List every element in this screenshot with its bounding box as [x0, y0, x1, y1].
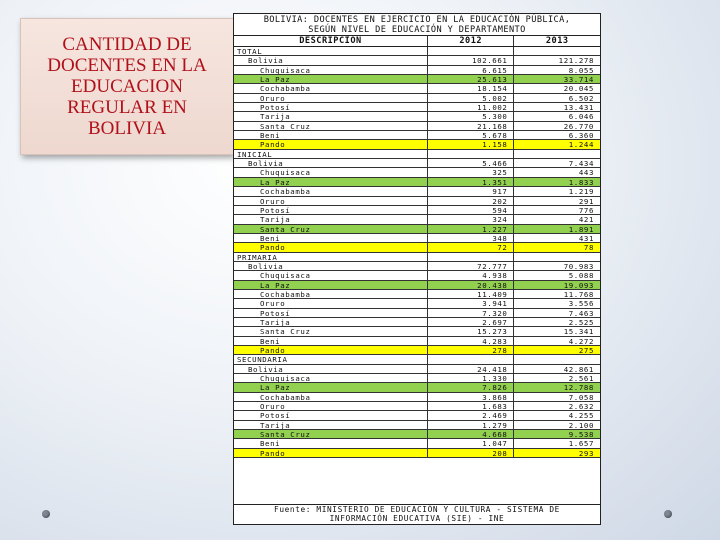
cell-2012: 278 — [427, 346, 514, 354]
table-row — [234, 215, 600, 224]
cell-2013: 1.219 — [513, 187, 600, 195]
cell-2012: 4.283 — [427, 337, 514, 345]
table-row — [234, 140, 600, 149]
cell-2012: 20.438 — [427, 281, 514, 289]
row-label: Oruro — [260, 196, 286, 205]
nav-dot-right-icon — [664, 510, 672, 518]
cell-2013 — [513, 355, 600, 363]
table-row — [234, 271, 600, 280]
cell-2013: 1.244 — [513, 140, 600, 148]
row-label: Bolivia — [248, 56, 284, 65]
cell-2012: 3.868 — [427, 393, 514, 401]
cell-2012: 2.469 — [427, 411, 514, 419]
cell-2012: 11.409 — [427, 290, 514, 298]
cell-2013: 275 — [513, 346, 600, 354]
nav-dot-left-icon — [42, 510, 50, 518]
row-label: Potosí — [260, 205, 291, 215]
cell-2012 — [427, 253, 514, 261]
row-label: PRIMARIA — [237, 252, 278, 261]
table-row — [234, 309, 600, 318]
cell-2012 — [427, 47, 514, 55]
col-header-description: DESCRIPCION — [299, 36, 362, 46]
cell-2013: 7.463 — [513, 309, 600, 317]
row-label: Chuquisaca — [260, 168, 311, 177]
cell-2013 — [513, 253, 600, 261]
teachers-table — [233, 13, 601, 525]
cell-2012: 1.158 — [427, 140, 514, 148]
table-source-note — [234, 504, 600, 524]
table-row — [234, 197, 600, 206]
cell-2013: 12.788 — [513, 383, 600, 391]
cell-2013: 6.360 — [513, 131, 600, 139]
cell-2012: 15.273 — [427, 327, 514, 335]
cell-2013: 6.046 — [513, 112, 600, 120]
table-row — [234, 365, 600, 374]
row-label: Santa Cruz — [234, 430, 427, 438]
table-row — [234, 206, 600, 215]
row-label: Cochabamba — [260, 187, 311, 196]
table-row — [234, 337, 600, 346]
cell-2013: 70.983 — [513, 262, 600, 270]
row-label: La Paz — [234, 281, 427, 289]
row-label: Oruro — [260, 402, 286, 411]
cell-2012: 5.678 — [427, 131, 514, 139]
cell-2012: 208 — [427, 449, 514, 457]
row-label: Santa Cruz — [260, 327, 311, 336]
cell-2013: 776 — [513, 206, 600, 214]
table-row — [234, 318, 600, 327]
cell-2012: 1.683 — [427, 402, 514, 410]
row-label: Chuquisaca — [260, 271, 311, 280]
row-label: Beni — [260, 233, 281, 243]
slide-title: CANTIDAD DE DOCENTES EN LA EDUCACION REGULAR EN BOLIVIA — [47, 34, 207, 139]
cell-2013: 443 — [513, 168, 600, 176]
cell-2012: 102.661 — [427, 56, 514, 64]
cell-2013: 19.093 — [513, 281, 600, 289]
cell-2012: 917 — [427, 187, 514, 195]
cell-2012: 5.466 — [427, 159, 514, 167]
cell-2012: 1.047 — [427, 439, 514, 447]
row-label: Pando — [234, 346, 427, 354]
cell-2012: 202 — [427, 197, 514, 205]
row-label: Cochabamba — [260, 392, 311, 402]
table-row — [234, 383, 600, 392]
cell-2013: 42.861 — [513, 365, 600, 373]
row-label: Tarija — [260, 317, 291, 327]
table-row — [234, 402, 600, 411]
cell-2013: 11.768 — [513, 290, 600, 298]
cell-2013: 20.045 — [513, 84, 600, 92]
cell-2013: 2.525 — [513, 318, 600, 326]
row-label: Beni — [260, 336, 281, 345]
table-row — [234, 290, 600, 299]
slide-title-box — [20, 18, 234, 155]
table-row — [234, 449, 600, 458]
cell-2013: 5.088 — [513, 271, 600, 279]
cell-2013: 421 — [513, 215, 600, 223]
table-row — [234, 56, 600, 65]
table-section-row — [234, 150, 600, 159]
row-label: Chuquisaca — [260, 374, 311, 383]
table-row — [234, 131, 600, 140]
cell-2013: 121.278 — [513, 56, 600, 64]
cell-2012: 3.941 — [427, 299, 514, 307]
row-label: Cochabamba — [260, 84, 311, 93]
cell-2012: 24.418 — [427, 365, 514, 373]
cell-2012: 594 — [427, 206, 514, 214]
table-row — [234, 103, 600, 112]
cell-2012: 1.279 — [427, 421, 514, 429]
table-row — [234, 430, 600, 439]
cell-2013: 1.657 — [513, 439, 600, 447]
row-label: TOTAL — [237, 47, 263, 56]
cell-2012: 7.826 — [427, 383, 514, 391]
cell-2013: 33.714 — [513, 75, 600, 83]
cell-2012: 11.002 — [427, 103, 514, 111]
table-row — [234, 168, 600, 177]
cell-2013: 15.341 — [513, 327, 600, 335]
row-label: Bolivia — [248, 364, 284, 374]
cell-2012 — [427, 355, 514, 363]
row-label: Potosí — [260, 308, 291, 317]
table-row — [234, 439, 600, 448]
cell-2013: 6.502 — [513, 94, 600, 102]
row-label: La Paz — [234, 178, 427, 186]
cell-2013: 13.431 — [513, 103, 600, 111]
cell-2013 — [513, 47, 600, 55]
table-row — [234, 187, 600, 196]
col-header-2013: 2013 — [513, 36, 600, 46]
cell-2012: 5.300 — [427, 112, 514, 120]
table-row — [234, 122, 600, 131]
row-label: Pando — [234, 243, 427, 251]
row-label: INICIAL — [237, 149, 273, 159]
row-label: Beni — [260, 439, 281, 448]
table-row — [234, 112, 600, 121]
row-label: Potosí — [260, 103, 291, 112]
table-row — [234, 281, 600, 290]
table-title-line1: BOLIVIA: DOCENTES EN EJERCICIO EN LA EDUCACIÓN PÚBLICA, — [263, 15, 571, 25]
cell-2013: 4.272 — [513, 337, 600, 345]
cell-2012: 348 — [427, 234, 514, 242]
col-header-2012: 2012 — [427, 36, 514, 46]
table-section-row — [234, 253, 600, 262]
cell-2013: 8.055 — [513, 66, 600, 74]
table-title — [234, 14, 600, 36]
cell-2012: 1.351 — [427, 178, 514, 186]
row-label: Bolivia — [248, 261, 284, 271]
cell-2012: 2.697 — [427, 318, 514, 326]
table-row — [234, 299, 600, 308]
cell-2013: 9.538 — [513, 430, 600, 438]
cell-2012: 18.154 — [427, 84, 514, 92]
row-label: Cochabamba — [260, 289, 311, 299]
cell-2013: 293 — [513, 449, 600, 457]
cell-2012: 4.938 — [427, 271, 514, 279]
row-label: SECUNDARIA — [237, 355, 288, 364]
cell-2013: 3.556 — [513, 299, 600, 307]
table-row — [234, 262, 600, 271]
cell-2013: 4.255 — [513, 411, 600, 419]
source-line2: INFORMACIÓN EDUCATIVA (SIE) - INE — [329, 514, 505, 523]
cell-2012: 4.668 — [427, 430, 514, 438]
table-row — [234, 75, 600, 84]
table-row — [234, 234, 600, 243]
cell-2013: 431 — [513, 234, 600, 242]
cell-2013: 291 — [513, 197, 600, 205]
source-line1: Fuente: MINISTERIO DE EDUCACIÓN Y CULTURA - SISTEMA DE — [274, 505, 560, 514]
table-row — [234, 94, 600, 103]
table-row — [234, 327, 600, 336]
table-row — [234, 84, 600, 93]
cell-2013: 7.434 — [513, 159, 600, 167]
row-label: Beni — [260, 131, 281, 140]
row-label: La Paz — [234, 75, 427, 83]
row-label: Tarija — [260, 215, 291, 224]
row-label: Tarija — [260, 420, 291, 430]
cell-2012: 72 — [427, 243, 514, 251]
cell-2013: 26.770 — [513, 122, 600, 130]
cell-2012: 6.615 — [427, 66, 514, 74]
cell-2013 — [513, 150, 600, 158]
table-row — [234, 159, 600, 168]
row-label: Chuquisaca — [260, 65, 311, 75]
row-label: Santa Cruz — [234, 225, 427, 233]
row-label: Tarija — [260, 112, 291, 121]
table-row — [234, 393, 600, 402]
cell-2013: 1.891 — [513, 225, 600, 233]
table-row — [234, 374, 600, 383]
table-section-row — [234, 47, 600, 56]
table-body — [234, 47, 600, 458]
cell-2012: 325 — [427, 168, 514, 176]
cell-2012: 5.002 — [427, 94, 514, 102]
row-label: Oruro — [260, 299, 286, 308]
row-label: Oruro — [260, 93, 286, 103]
table-row — [234, 411, 600, 420]
cell-2012: 25.613 — [427, 75, 514, 83]
row-label: Pando — [234, 140, 427, 148]
cell-2013: 1.833 — [513, 178, 600, 186]
cell-2013: 2.632 — [513, 402, 600, 410]
table-section-row — [234, 355, 600, 364]
row-label: La Paz — [234, 383, 427, 391]
table-header-row — [234, 36, 600, 47]
row-label: Pando — [234, 449, 427, 457]
cell-2012: 72.777 — [427, 262, 514, 270]
cell-2013: 7.058 — [513, 393, 600, 401]
cell-2012: 1.330 — [427, 374, 514, 382]
cell-2013: 2.100 — [513, 421, 600, 429]
cell-2012 — [427, 150, 514, 158]
row-label: Santa Cruz — [260, 121, 311, 131]
row-label: Potosí — [260, 411, 291, 420]
cell-2012: 21.168 — [427, 122, 514, 130]
table-row — [234, 66, 600, 75]
cell-2012: 1.227 — [427, 225, 514, 233]
cell-2013: 78 — [513, 243, 600, 251]
cell-2012: 324 — [427, 215, 514, 223]
table-row — [234, 225, 600, 234]
table-row — [234, 178, 600, 187]
table-row — [234, 421, 600, 430]
table-row — [234, 243, 600, 252]
row-label: Bolivia — [248, 159, 284, 168]
table-row — [234, 346, 600, 355]
cell-2013: 2.561 — [513, 374, 600, 382]
table-title-line2: SEGÚN NIVEL DE EDUCACIÓN Y DEPARTAMENTO — [308, 24, 526, 35]
cell-2012: 7.320 — [427, 309, 514, 317]
